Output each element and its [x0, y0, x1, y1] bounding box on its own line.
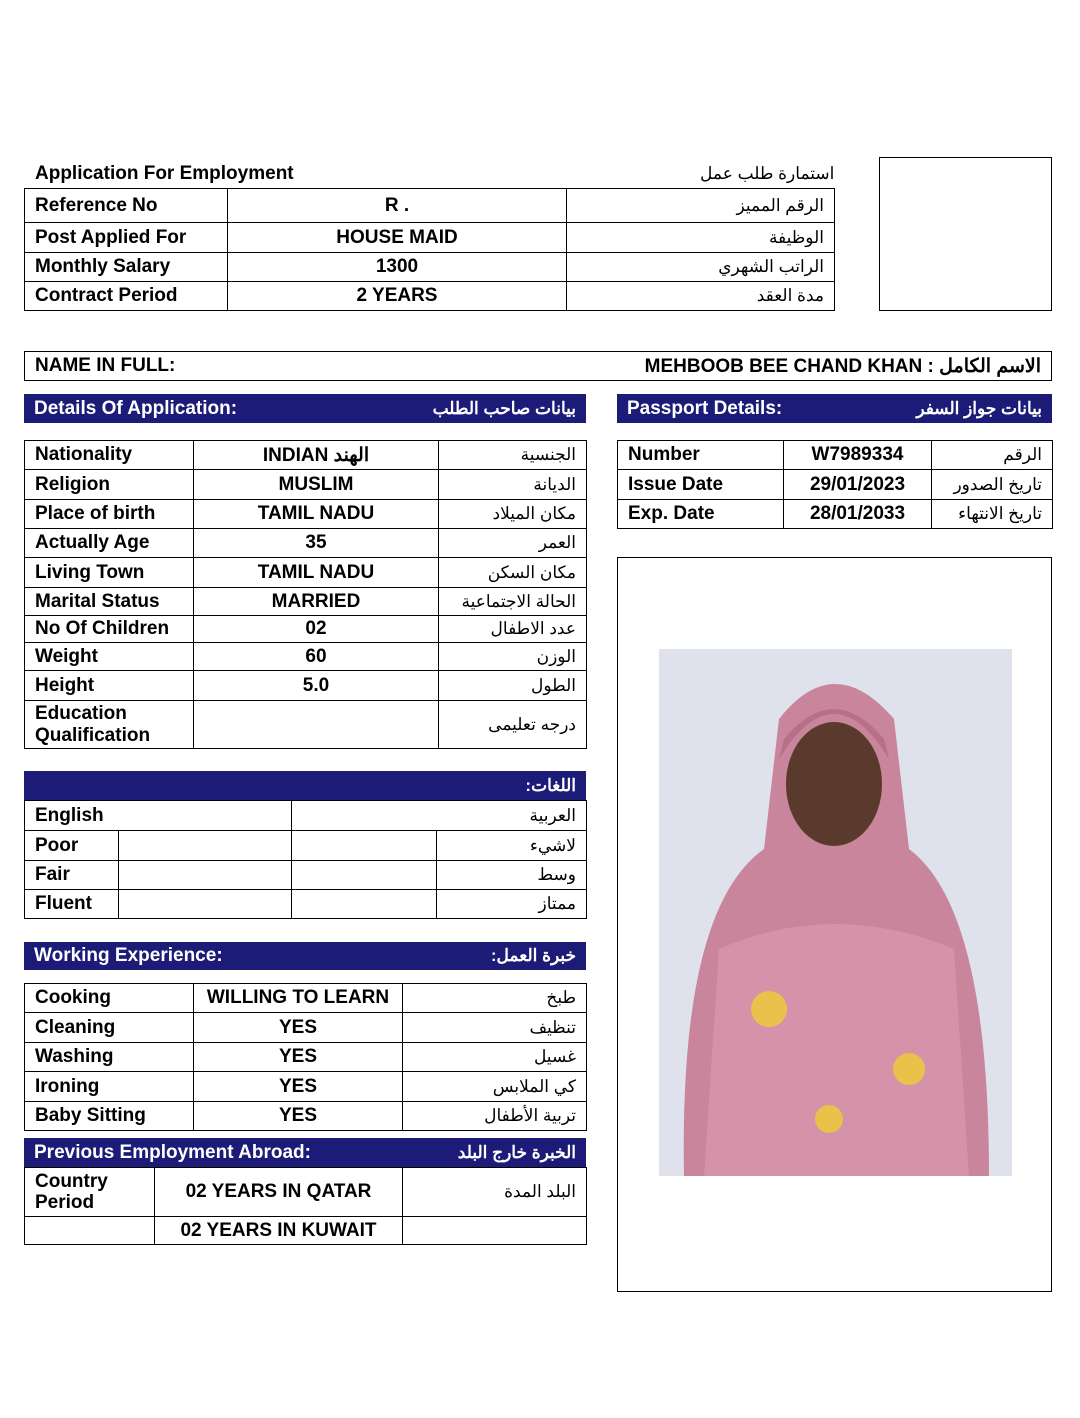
- value: 5.0: [194, 671, 439, 701]
- level-label: Fair: [25, 861, 119, 890]
- label-ar: مكان السكن: [439, 558, 587, 588]
- label-ar: تنظيف: [403, 1013, 587, 1043]
- name-value: MEHBOOB BEE CHAND KHAN : الاسم الكامل: [644, 355, 1041, 377]
- value: YES: [194, 1072, 403, 1102]
- label: Ironing: [25, 1072, 194, 1102]
- photo-box-small: [879, 157, 1052, 311]
- label-ar: الراتب الشهري: [567, 253, 835, 282]
- label-ar: غسيل: [403, 1043, 587, 1072]
- value: 60: [194, 643, 439, 671]
- table-row: [25, 616, 587, 643]
- name-label: NAME IN FULL:: [35, 355, 176, 376]
- table-row: [25, 701, 587, 749]
- label: Washing: [25, 1043, 194, 1072]
- table-row: [25, 588, 587, 616]
- label-ar: تربية الأطفال: [403, 1102, 587, 1131]
- english-level-cell[interactable]: [119, 890, 292, 919]
- label: Marital Status: [25, 588, 194, 616]
- table-row: [25, 831, 587, 861]
- previous-table: [24, 1167, 587, 1245]
- label: Number: [618, 441, 784, 470]
- table-row: [25, 470, 587, 500]
- label-ar: الحالة الاجتماعية: [439, 588, 587, 616]
- previous-entry: 02 YEARS IN KUWAIT: [155, 1217, 403, 1245]
- label: Contract Period: [25, 282, 228, 311]
- label-ar: الرقم المميز: [567, 189, 835, 223]
- experience-title: Working Experience:: [34, 945, 223, 966]
- table-row: [25, 1072, 587, 1102]
- level-label: Fluent: [25, 890, 119, 919]
- details-header: [24, 394, 586, 423]
- value: MUSLIM: [194, 470, 439, 500]
- label: Height: [25, 671, 194, 701]
- level-label: Poor: [25, 831, 119, 861]
- value: R .: [228, 189, 567, 223]
- passport-table: [617, 440, 1053, 529]
- previous-title: Previous Employment Abroad:: [34, 1141, 311, 1163]
- label-ar: الطول: [439, 671, 587, 701]
- label-ar: الجنسية: [439, 441, 587, 470]
- label-ar: العمر: [439, 529, 587, 558]
- passport-title-ar: بيانات جواز السفر: [916, 398, 1042, 418]
- arabic-level-cell[interactable]: [292, 831, 437, 861]
- label-ar: تاريخ الانتهاء: [932, 500, 1053, 529]
- label: Nationality: [25, 441, 194, 470]
- table-row: [25, 253, 835, 282]
- value: TAMIL NADU: [194, 500, 439, 529]
- label: Weight: [25, 643, 194, 671]
- arabic-level-cell[interactable]: [292, 890, 437, 919]
- value: 28/01/2033: [784, 500, 932, 529]
- label: Reference No: [25, 189, 228, 223]
- table-row: [25, 643, 587, 671]
- previous-title-ar: الخبرة خارج البلد: [457, 1142, 576, 1162]
- value: MARRIED: [194, 588, 439, 616]
- english-level-cell[interactable]: [119, 831, 292, 861]
- label: Living Town: [25, 558, 194, 588]
- table-row: [25, 500, 587, 529]
- passport-title: Passport Details:: [627, 397, 783, 419]
- english-label: English: [25, 801, 292, 831]
- level-ar: وسط: [437, 861, 587, 890]
- label: No Of Children: [25, 616, 194, 643]
- table-row: [25, 890, 587, 919]
- table-row: [25, 984, 587, 1013]
- label: Post Applied For: [25, 223, 228, 253]
- table-row: [25, 1013, 587, 1043]
- value: 29/01/2023: [784, 470, 932, 500]
- label: Religion: [25, 470, 194, 500]
- applicant-photo: [659, 649, 1012, 1176]
- table-row: [25, 223, 835, 253]
- table-row: [25, 529, 587, 558]
- name-row: [24, 351, 1052, 381]
- value: HOUSE MAID: [228, 223, 567, 253]
- label-ar: الرقم: [932, 441, 1053, 470]
- details-title: Details Of Application:: [34, 397, 238, 419]
- value: 2 YEARS: [228, 282, 567, 311]
- value: 35: [194, 529, 439, 558]
- country-period-label: Country Period: [25, 1168, 155, 1217]
- table-row: [25, 1168, 587, 1217]
- languages-title-ar: اللغات:: [525, 775, 576, 795]
- label: Actually Age: [25, 529, 194, 558]
- label-ar: تاريخ الصدور: [932, 470, 1053, 500]
- label: Cleaning: [25, 1013, 194, 1043]
- languages-table: [24, 800, 587, 919]
- label-ar: طبخ: [403, 984, 587, 1013]
- label: Exp. Date: [618, 500, 784, 529]
- label-ar: الديانة: [439, 470, 587, 500]
- country-period-ar: البلد المدة: [403, 1168, 587, 1217]
- form-title: Application For Employment: [35, 163, 294, 184]
- table-row: [618, 441, 1053, 470]
- summary-table: [24, 188, 835, 311]
- label-ar: كي الملابس: [403, 1072, 587, 1102]
- label-ar: عدد الاطفال: [439, 616, 587, 643]
- label: Baby Sitting: [25, 1102, 194, 1131]
- experience-header: [24, 942, 586, 970]
- arabic-label: العربية: [292, 801, 587, 831]
- value: 02: [194, 616, 439, 643]
- table-row: [25, 189, 835, 223]
- level-ar: لاشيء: [437, 831, 587, 861]
- table-row: [25, 801, 587, 831]
- label: Cooking: [25, 984, 194, 1013]
- label: Education Qualification: [25, 701, 194, 749]
- label-ar: درجه تعليمى: [439, 701, 587, 749]
- experience-title-ar: خبرة العمل:: [490, 946, 576, 965]
- english-level-cell[interactable]: [119, 861, 292, 890]
- value: YES: [194, 1043, 403, 1072]
- table-row: [25, 558, 587, 588]
- label-ar: الوظيفة: [567, 223, 835, 253]
- table-row: [618, 470, 1053, 500]
- form-title-ar: استمارة طلب عمل: [700, 164, 835, 183]
- table-row: [25, 861, 587, 890]
- arabic-level-cell[interactable]: [292, 861, 437, 890]
- table-row: [25, 1102, 587, 1131]
- label: Place of birth: [25, 500, 194, 529]
- label-ar: مكان الميلاد: [439, 500, 587, 529]
- table-row: [25, 1217, 587, 1245]
- value: INDIAN الهند: [194, 441, 439, 470]
- value: W7989334: [784, 441, 932, 470]
- value: YES: [194, 1102, 403, 1131]
- languages-header: [24, 771, 586, 800]
- value: [194, 701, 439, 749]
- value: WILLING TO LEARN: [194, 984, 403, 1013]
- table-row: [25, 1043, 587, 1072]
- label-ar: الوزن: [439, 643, 587, 671]
- details-title-ar: بيانات صاحب الطلب: [432, 398, 576, 418]
- previous-entry: 02 YEARS IN QATAR: [155, 1168, 403, 1217]
- photo-frame: [617, 557, 1052, 1292]
- value: TAMIL NADU: [194, 558, 439, 588]
- label: Issue Date: [618, 470, 784, 500]
- experience-table: [24, 983, 587, 1131]
- value: 1300: [228, 253, 567, 282]
- label-ar: مدة العقد: [567, 282, 835, 311]
- table-row: [25, 441, 587, 470]
- table-row: [25, 671, 587, 701]
- previous-header: [24, 1138, 586, 1167]
- label: Monthly Salary: [25, 253, 228, 282]
- table-row: [25, 282, 835, 311]
- level-ar: ممتاز: [437, 890, 587, 919]
- details-table: [24, 440, 587, 749]
- passport-header: [617, 394, 1052, 423]
- value: YES: [194, 1013, 403, 1043]
- table-row: [618, 500, 1053, 529]
